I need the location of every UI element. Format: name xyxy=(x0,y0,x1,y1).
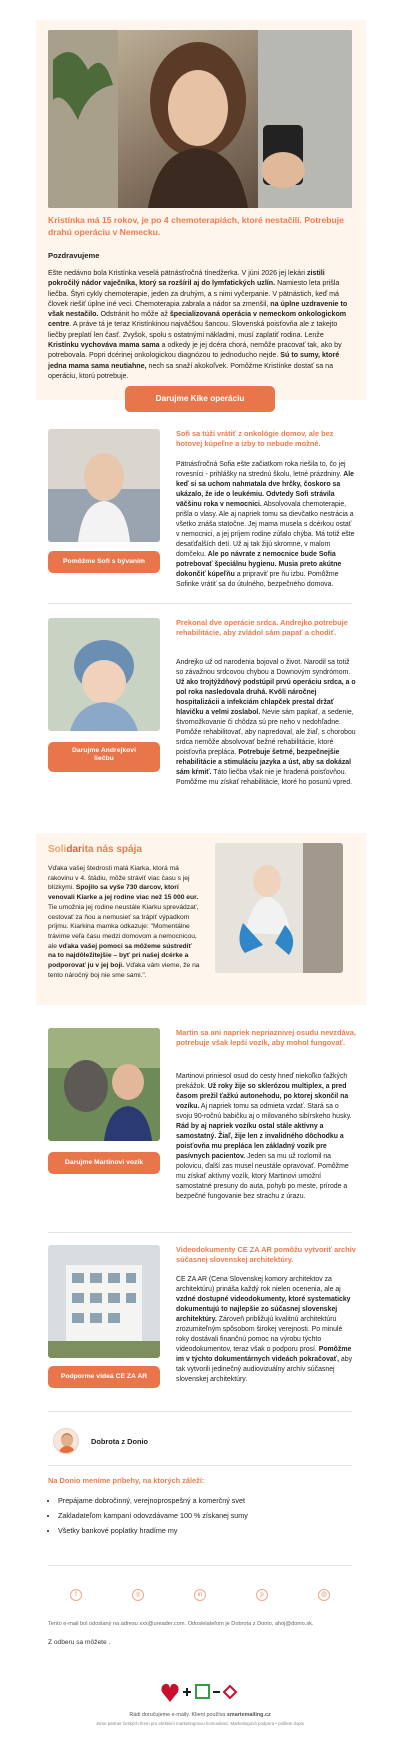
solidarity-title-part: ita nás spája xyxy=(81,844,142,855)
list-item: • Prepájame dobročinný, verejnoprospešný a komerčný svet xyxy=(58,1496,348,1506)
solidarity-body xyxy=(48,864,200,981)
sofi-text: Pätnásťročná Sofia ešte začiatkom roka riešila to, čo jej rovesníci - prihlášky na strednú školu, letné prázdniny. xyxy=(176,461,346,478)
martin-body xyxy=(176,1072,356,1202)
unsubscribe-text[interactable]: Z odberu sa môžete . xyxy=(48,1639,111,1646)
sofi-text: a pripraviť pre ňu izbu. Pomôžme Sofinke vrátiť sa do útulného, bezpečného domova. xyxy=(176,571,339,588)
support-cezaar-button[interactable]: Podporme videá CE ZA AR xyxy=(48,1366,160,1388)
hero-body xyxy=(48,268,352,381)
solidarity-text: Vďaka vám vieme, že na tento náročný boj nie sme sami.". xyxy=(48,962,200,979)
sofi-text-bold: Ale keď si sa uchom nahmatala dve hrčky, čoskoro sa ukázalo, že ide o leukémiu. Odvtedy Sofi strávila väčšinu roka v nemocnici. xyxy=(176,471,354,508)
signature-name: Dobrota z Donio xyxy=(91,1437,149,1446)
brand-link[interactable]: smartemailing.cz xyxy=(226,1712,271,1718)
hero-text: . A práve tá je teraz Kristínkinou najväčšou šancou. Slovenská poisťovňa ale z takejto liečby preplatí len časť. Zvyšok, spolu s ostatnými nákladmi, musí zaplatiť rodina. Lenže xyxy=(48,320,338,339)
hero-text-bold: špecializovaná operácia v nemeckom onkologickom centre xyxy=(48,310,347,329)
hero-greeting: Pozdravujeme xyxy=(48,251,100,260)
smartemailing-logo xyxy=(160,1680,240,1704)
facebook-icon[interactable]: f xyxy=(70,1589,82,1601)
sofi-photo xyxy=(48,429,160,542)
hero-photo xyxy=(48,30,352,208)
martin-title: Martin sa ani napriek nepriaznivej osudu nevzdáva, potrebuje však lepší vozík, aby mohol fungovať. xyxy=(176,1028,356,1048)
martin-text: Martinovi priniesol osud do cesty hneď niekoľko ťažkých prekážok. xyxy=(176,1073,348,1090)
list-item: • Zakladateľom kampaní odovzdávame 100 % získanej sumy xyxy=(58,1511,348,1521)
cezaar-text: CE ZA AR (Cena Slovenskej komory architektov za architektúru) prináša každý rok nielen ocenenia, ale aj xyxy=(176,1276,341,1293)
hero-text-bold: Sú to sumy, ktoré jedna mama sama neutiahne, xyxy=(48,351,340,370)
sofi-text: Absolvovala chemoterapie, prišla o vlasy. Ale aj napriek tomu sa dievčatko nestrácia a všetko znáša statočne. Jej mama musela s dcérkou ostať v nemocnici, a jej príjem rodine zúfalo chýba. Má totiž ešte desaťďalších detí. Už aj tak žijú skromne, v malom domčeku. xyxy=(176,501,355,558)
pinterest-icon[interactable]: p xyxy=(256,1589,268,1601)
andrejko-photo xyxy=(48,618,160,731)
hero-text: Namiesto leta prišla liečba. Štyri cykly chemoterapie, jeden za druhým, a s nimi vyčerpanie. V pätnástich, keď má človek riešiť úplne iné veci. Chemoterapia zabrala a nádor sa zmenšil, xyxy=(48,279,340,308)
divider xyxy=(48,603,352,604)
martin-text: Aj napriek tomu sa odmieta vzdať. Stará sa o svoju 90-ročnú babičku aj o milovaného sibírskeho husky. xyxy=(176,1103,352,1120)
hero-text-bold: zistili pokročilý nádor vaječníka, ktorý sa rozšíril aj do lymfatických uzlín. xyxy=(48,269,325,288)
cezaar-body xyxy=(176,1275,356,1385)
instagram-icon[interactable]: ◎ xyxy=(132,1589,144,1601)
donate-andrejko-button[interactable] xyxy=(48,742,160,772)
help-sofi-button[interactable]: Pomôžme Sofi s bývaním xyxy=(48,551,160,573)
promise-list xyxy=(58,1496,348,1542)
brand-subline: Jsme partner českých firem pro efektivní marketingovou komunikaci. Marketingová podpora • pošlete dopis xyxy=(96,1721,304,1726)
cezaar-text-bold: vzdné dostupné videodokumenty, ktoré systematicky dokumentujú to najlepšie zo súčasnej slovenskej architektúry. xyxy=(176,1296,351,1323)
andrejko-text-bold: Potrebuje šetrné, bezpečnejšie rehabilitácie a stimuláciu jazyka a úst, aby sa dokázal sám kŕmiť. xyxy=(176,749,352,776)
andrejko-text: Andrejko už od narodenia bojoval o život. Narodil sa totiž so závažnou srdcovou chybou a Downovým syndrómom. xyxy=(176,659,351,676)
cezaar-title: Videodokumenty CE ZA AR pomôžu vytvoriť archív súčasnej slovenskej architektúry. xyxy=(176,1245,356,1265)
cezaar-text: aby tak vytvorili jedinečný audiovizuálny archív súčasnej slovenskej architektúry. xyxy=(176,1356,353,1383)
martin-text-bold: Už roky žije so sklerózou multiplex, a pred časom prežil ťažkú autonehodu, po ktorej skončil na vozíku. xyxy=(176,1083,349,1110)
divider xyxy=(48,1411,352,1412)
donate-martin-button[interactable]: Darujme Martinovi vozík xyxy=(48,1152,160,1174)
hero-text-bold: na úplne uzdravenie to však nestačilo. xyxy=(48,299,348,319)
donate-andrejko-label: liečbu xyxy=(94,755,114,763)
sofi-body xyxy=(176,460,356,590)
email-icon[interactable]: @ xyxy=(318,1589,330,1601)
martin-text: Jeden sa mu už rozlomil na polovicu, ďalší zas musel neustále opravovať. Pomôžme mu získať aktívny vozík, ktorý Martinovi umožní samostatné presuny do auta, pohyb po meste, prírode a bezpečné fungovanie bez strachu z úrazu. xyxy=(176,1153,349,1200)
sofi-title: Sofi sa túži vrátiť z onkológie domov, ale bez hotovej kúpeľne a izby to nebude možné. xyxy=(176,429,334,449)
hero-text: Odstránit ho môže až xyxy=(98,310,170,319)
cezaar-text: Zároveň približujú kvalitnú architektúru zrozumiteľným spôsobom širokej verejnosti. Po minulé roky dostávali finančnú pomoc na výrobu týchto videodokumentov, teraz však o podporu prosí. xyxy=(176,1316,343,1353)
brand-line xyxy=(0,1712,400,1720)
hero-text: Ešte nedávno bola Kristínka veselá pätnásťročná tínedžerka. V júni 2026 jej lekári xyxy=(48,269,307,277)
linkedin-icon[interactable]: in xyxy=(194,1589,206,1601)
andrejko-text-bold: Už ako trojtýždňový podstúpil prvú operáciu srdca, a o pol roka nasledovala druhá. Kvôli náročnej hospitalizácii a infekciám chlapček prestal držať hlavičku a velmi zoslabol. xyxy=(176,679,356,716)
andrejko-body xyxy=(176,658,356,788)
divider xyxy=(48,1232,352,1233)
cezaar-photo xyxy=(48,1245,160,1358)
solidarity-text-bold: vďaka vašej pomoci sa môžeme sústrediť na to najdôležitejšie – byť pri našej dcérke a podporovať ju v jej boji. xyxy=(48,942,192,970)
martin-photo xyxy=(48,1028,160,1141)
donate-andrejko-label: Darujme Andrejkovi xyxy=(72,747,136,754)
sofi-text-bold: Ale po návrate z nemocnice bude Sofia potrebovať špeciálnu hygienu. Musia preto akútne dokončiť kúpeľňu xyxy=(176,551,342,578)
solidarity-title-part: dar xyxy=(66,844,82,855)
brand-line-text: Rádi doručujeme e-maily. Klient používa xyxy=(129,1712,226,1718)
andrejko-text: Nevie sám papkať, a sedenie, štvornožkovanie či chôdza sú pre neho v nedohľadne. Pomôže rehabilitovať, aby napredoval, ale žiaľ, s chorobou srdca nemôže absolvovať bežné rehabilitácie, ktoré poisťovňa preplácа. xyxy=(176,709,356,756)
martin-text-bold: Rád by aj napriek vozíku ostal stále aktívny a samostatný. Žiaľ, žije len z invalidného dôchodku a poisťovňa mu prepláca len základný vozík pre pasívnych pacientov. xyxy=(176,1123,344,1160)
hero-title: Kristínka má 15 rokov, je po 4 chemoterapiách, ktoré nestačili. Potrebuje drahú operáciu v Nemecku. xyxy=(48,215,344,237)
andrejko-text: Táto liečba však nie je hradená poisťovňou. Pomôžme mu získať rehabilitácie, ktoré ho posunú vpred. xyxy=(176,769,353,786)
kiarka-photo xyxy=(215,843,343,973)
hero-text-bold: Kristínku vychováva mama sama xyxy=(48,340,160,349)
solidarity-title xyxy=(48,843,142,857)
avatar xyxy=(53,1428,79,1454)
andrejko-title: Prekonal dve operácie srdca. Andrejko potrebuje rehabilitácie, aby zvládol sám papať a chodiť. xyxy=(176,618,348,638)
promise-title: Na Donio meníme príbehy, na ktorých záleží: xyxy=(48,1476,205,1485)
solidarity-text-bold: Spojilo sa vyše 730 darcov, ktorí venovali Kiarke a jej rodine viac než 15 000 eur. xyxy=(48,884,199,902)
cezaar-text-bold: Pomôžme im v týchto dokumentárnych videách pokračovať, xyxy=(176,1346,352,1363)
solidarity-text: Vďaka vašej štedrosti malá Kiarka, ktorá má rakovinu v 4. štádiu, môže stráviť viac času s jej blízkymi. xyxy=(48,865,190,892)
legal-text: Tento e-mail bol odoslaný na adresu xxx@ureader.com. Odosielateľom je Dobrota z Donio, ahoj@donio.sk. xyxy=(48,1621,314,1627)
divider xyxy=(48,1565,352,1566)
list-item: • Všetky bankové poplatky hradíme my xyxy=(58,1526,348,1536)
hero-text: nech sa snaží akokoľvek. Pomôžme Kristínke dostať sa na operáciu, ktorú potrebuje. xyxy=(48,361,334,380)
divider xyxy=(48,1465,352,1466)
solidarity-text: Tie umožnia jej rodine neustále Kiarku sprevádzať, cestovať za ňou a nemusieť sa trápiť výpadkom príjmu. Kiarkina mamka odkazuje: "Momentálne trávime veľa času medzi domovom a nemocnicou, ale xyxy=(48,903,199,950)
solidarity-title-part: Soli xyxy=(48,844,67,855)
hero-text: a odkedy je jej dcéra chorá, nemôže pracovať tak, ako by potrebovala. Popri dcérinej onkologickou diagnózou to jednoducho nejde. xyxy=(48,340,342,360)
donate-kika-button[interactable]: Darujme Kike operáciu xyxy=(125,386,275,412)
